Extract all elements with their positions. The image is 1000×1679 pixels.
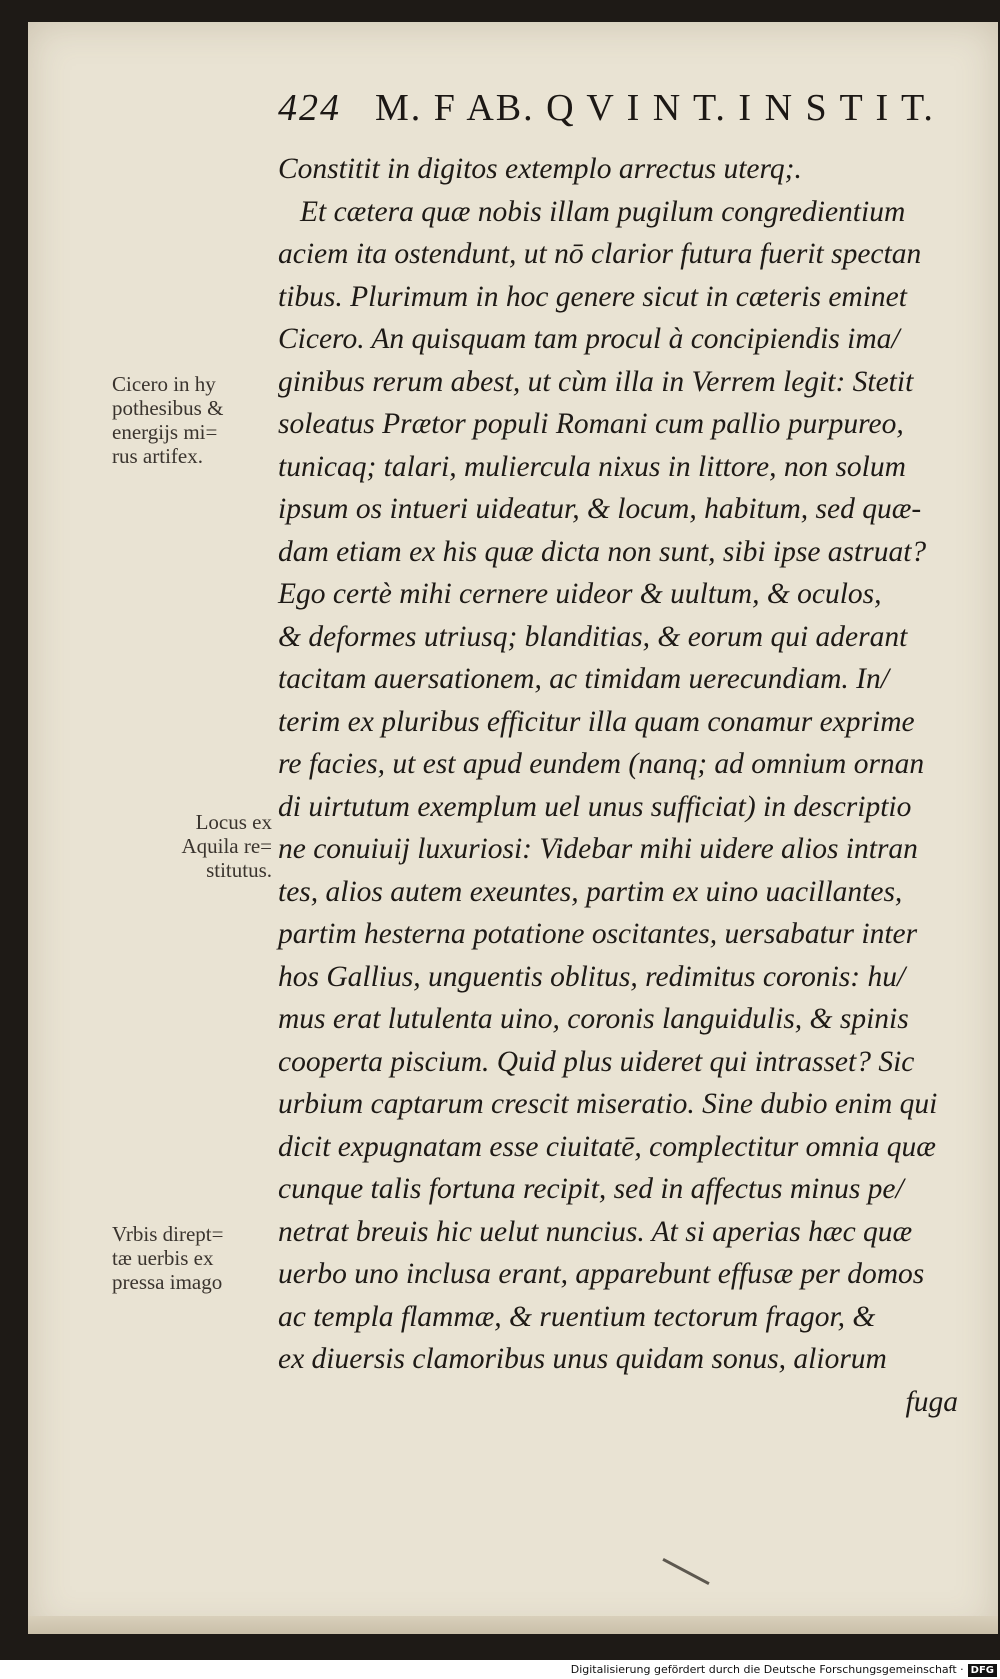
text-line: Et cætera quæ nobis illam pugilum congredientium [300, 195, 906, 228]
running-title: M. F AB. Q V I N T. I N S T I T. [375, 87, 935, 129]
text-line: cunque talis fortuna recipit, sed in affectus minus pe/ [278, 1173, 904, 1205]
text-line: tunicaq; talari, muliercula nixus in littore, non solum [278, 450, 906, 483]
marginal-note-line: Vrbis dirept= [112, 1222, 224, 1246]
marginal-note-line: stitutus. [206, 858, 272, 882]
digitization-footer [0, 1660, 1000, 1679]
running-header [278, 86, 968, 130]
text-line: di uirtutum exemplum uel unus sufficiat) in descriptio [278, 790, 912, 823]
marginal-note-urbis [112, 1222, 272, 1294]
text-line: & deformes utriusq; blanditias, & eorum qui aderant [278, 620, 908, 653]
text-line: aciem ita ostendunt, ut nō clarior futura fuerit spectan [278, 238, 922, 270]
marginal-note-line: tæ uerbis ex [112, 1246, 214, 1270]
marginal-note-line: Locus ex [195, 810, 272, 834]
text-line: re facies, ut est apud eundem (nanq; ad omnium ornan [278, 748, 925, 780]
marginal-note-line: energijs mi= [112, 420, 218, 444]
text-line: dam etiam ex his quæ dicta non sunt, sibi ipse astruat? [278, 535, 927, 568]
text-line: Cicero. An quisquam tam procul à concipiendis ima/ [278, 323, 900, 355]
catchword: fuga [905, 1385, 958, 1418]
text-line: soleatus Prætor populi Romani cum pallio purpureo, [278, 408, 904, 440]
marginal-note-line: Aquila re= [181, 834, 272, 858]
marginal-note-line: pressa imago [112, 1270, 223, 1294]
text-line: tes, alios autem exeuntes, partim ex uino uacillantes, [278, 875, 903, 908]
main-text [278, 148, 968, 1423]
text-line: hos Gallius, unguentis oblitus, redimitus coronis: hu/ [278, 960, 906, 993]
text-line: cooperta piscium. Quid plus uideret qui intrasset? Sic [278, 1045, 915, 1078]
dfg-logo: DFG [968, 1664, 997, 1677]
footer-credit: Digitalisierung gefördert durch die Deutsche Forschungsgemeinschaft · [570, 1663, 964, 1676]
text-line: urbium captarum crescit miseratio. Sine dubio enim qui [278, 1088, 938, 1120]
text-line: mus erat lutulenta uino, coronis languidulis, & spinis [278, 1003, 909, 1035]
text-line: ne conuiuij luxuriosi: Videbar mihi uidere alios intran [278, 833, 918, 865]
text-line: netrat breuis hic uelut nuncius. At si aperias hæc quæ [278, 1215, 913, 1248]
text-line: Ego certè mihi cernere uideor & uultum, & oculos, [278, 578, 882, 610]
text-line: ex diuersis clamoribus unus quidam sonus, aliorum [278, 1343, 887, 1375]
text-line: uerbo uno inclusa erant, apparebunt effusæ per domos [278, 1258, 925, 1290]
text-line: partim hesterna potatione oscitantes, uersabatur inter [278, 918, 918, 950]
text-line: tacitam auersationem, ac timidam uerecundiam. In/ [278, 663, 889, 695]
marginal-note-line: pothesibus & [112, 396, 224, 420]
marginal-note-line: Cicero in hy [112, 372, 216, 396]
marginal-note-cicero [112, 372, 272, 468]
text-line: dicit expugnatam esse ciuitatē, complectitur omnia quæ [278, 1130, 936, 1163]
marginal-note-locus [112, 810, 272, 882]
text-line: terim ex pluribus efficitur illa quam conamur exprime [278, 705, 915, 738]
page-number: 424 [278, 87, 341, 129]
text-line: ac templa flammæ, & ruentium tectorum fragor, & [278, 1300, 876, 1333]
text-line: ginibus rerum abest, ut cùm illa in Verrem legit: Stetit [278, 365, 914, 398]
text-line: tibus. Plurimum in hoc genere sicut in cæteris eminet [278, 280, 907, 313]
marginal-note-line: rus artifex. [112, 444, 203, 468]
text-line: ipsum os intueri uideatur, & locum, habitum, sed quæ- [278, 493, 922, 525]
text-line: Constitit in digitos extemplo arrectus uterq;. [278, 153, 802, 185]
